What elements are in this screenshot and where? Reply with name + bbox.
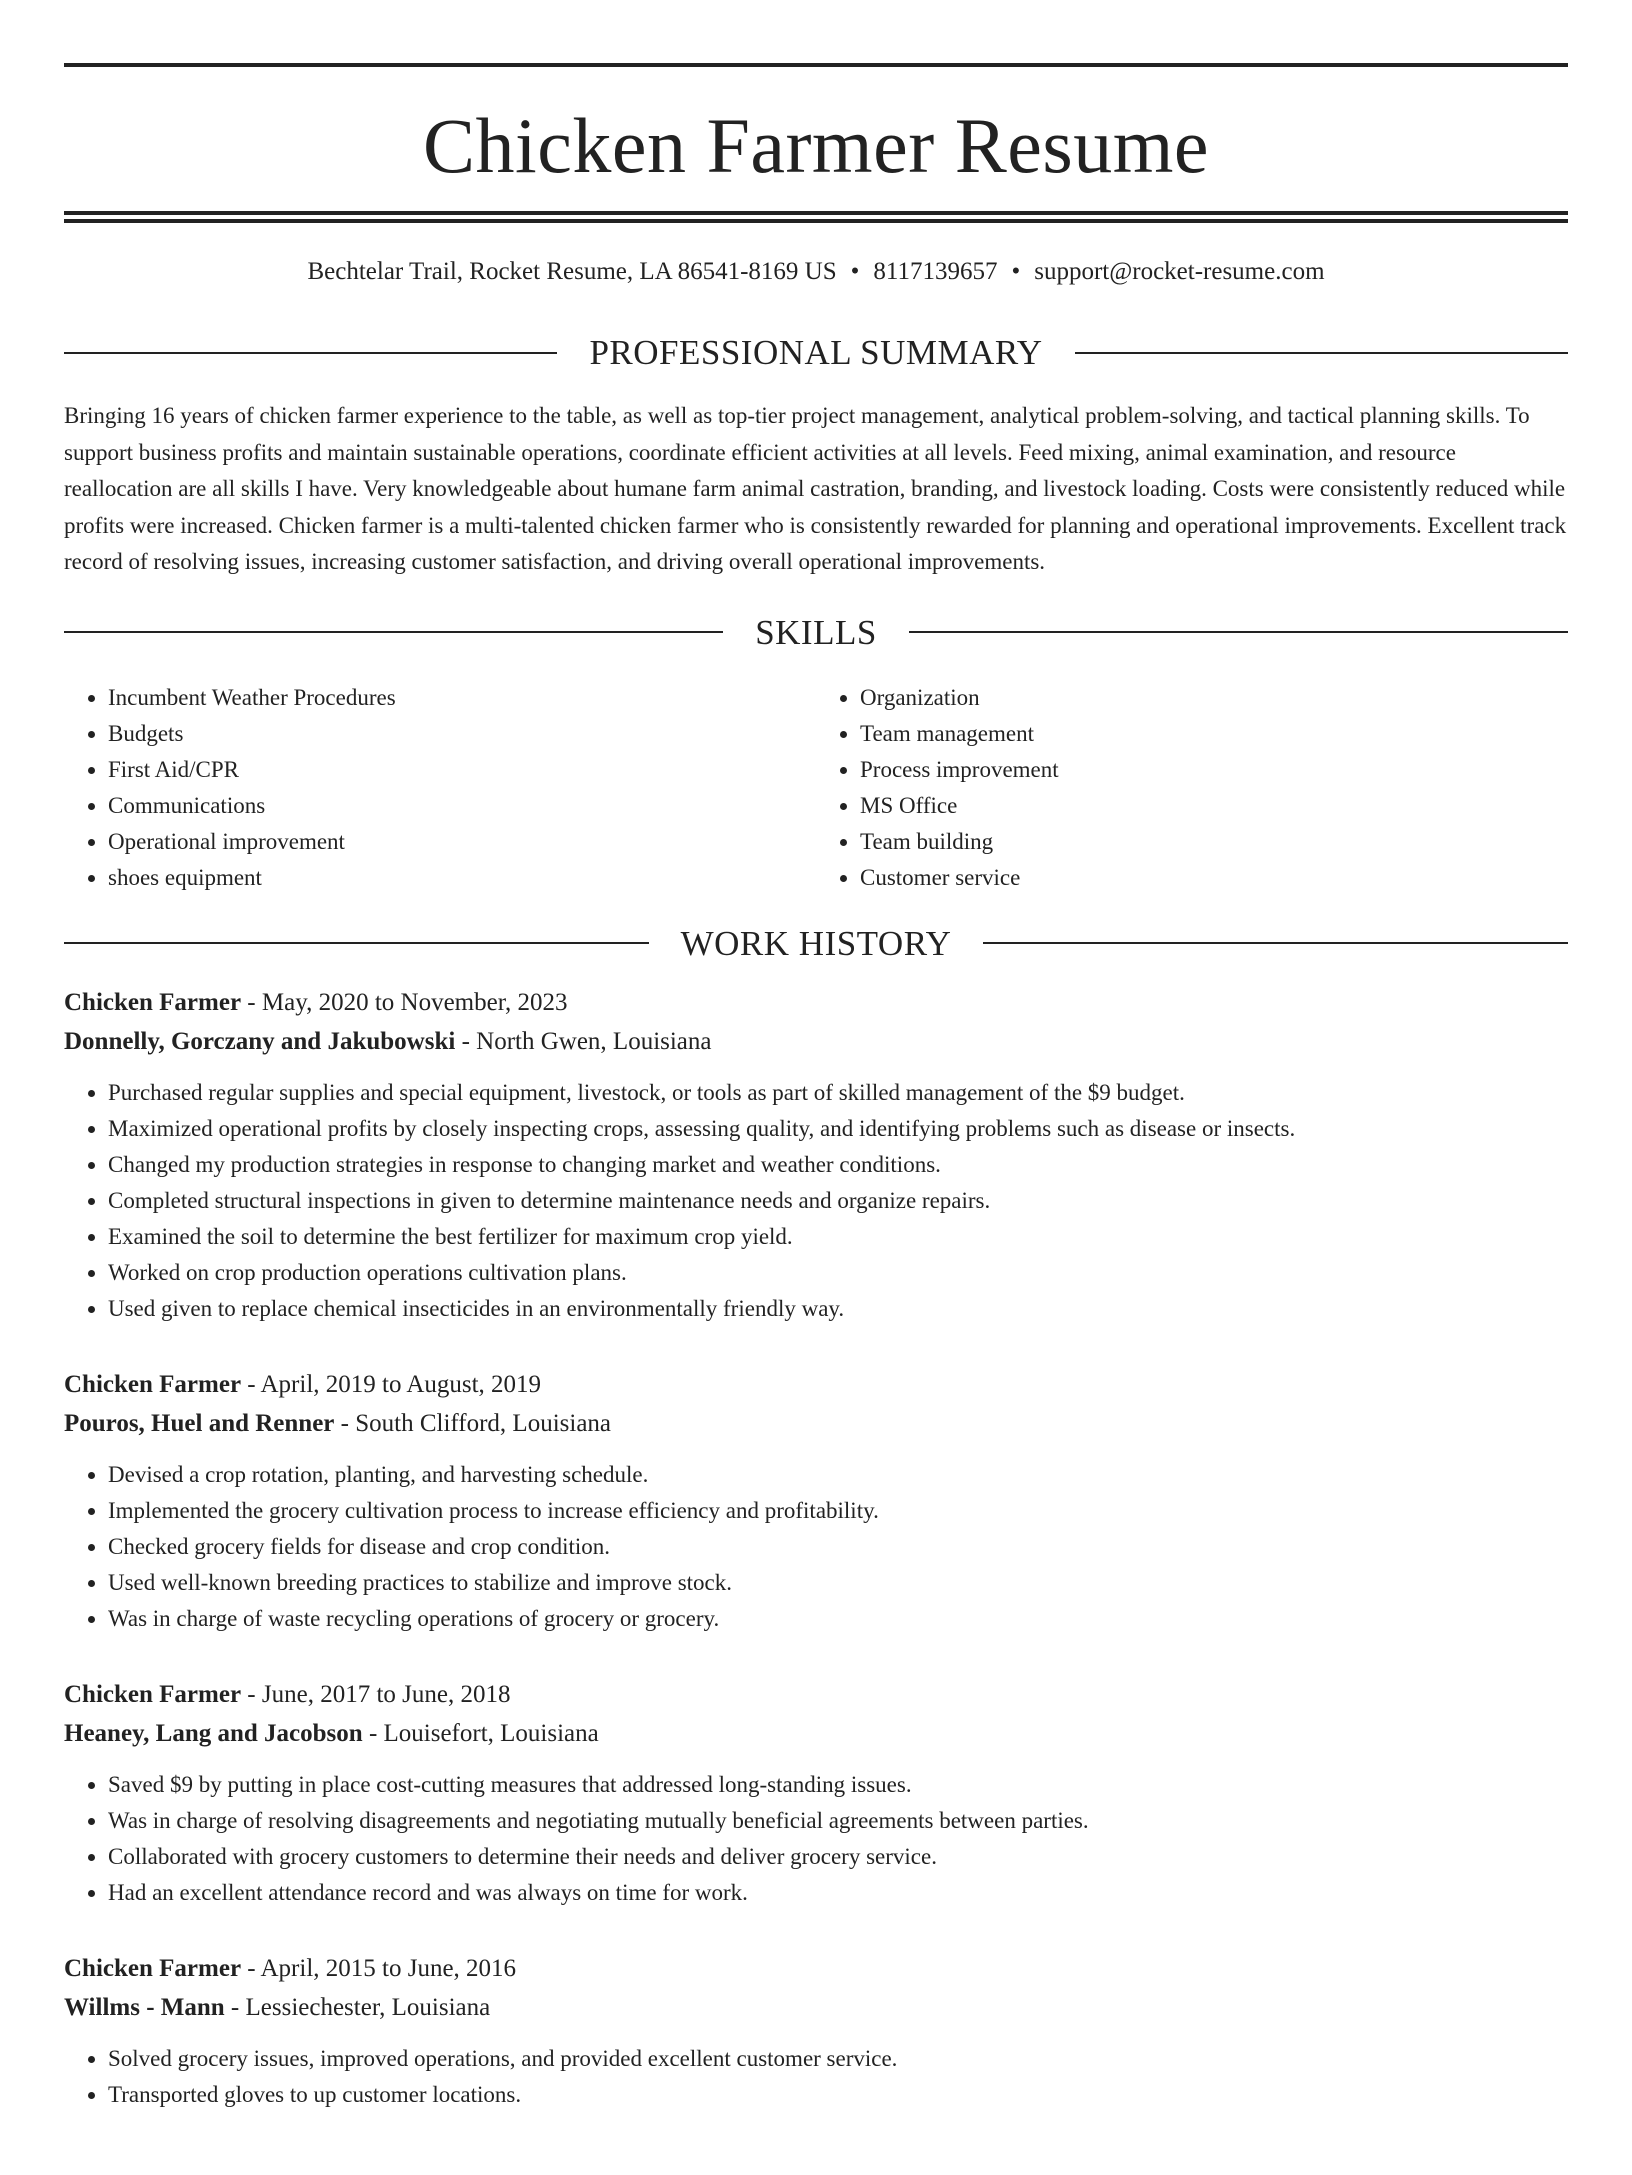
work-history-section-heading bbox=[64, 923, 1568, 963]
job-bullet: • Was in charge of resolving disagreements and negotiating mutually beneficial agreements between parties. bbox=[108, 1803, 1568, 1839]
skill-item: • Organization bbox=[860, 680, 1568, 716]
resume-page bbox=[0, 63, 1632, 2175]
job-bullet: • Implemented the grocery cultivation process to increase efficiency and profitability. bbox=[108, 1493, 1568, 1529]
job-company-line bbox=[64, 1404, 1568, 1443]
summary-heading-text: PROFESSIONAL SUMMARY bbox=[589, 333, 1043, 372]
heading-rule-left bbox=[64, 942, 649, 944]
work-history-heading-text: WORK HISTORY bbox=[680, 923, 952, 963]
job-location: - South Clifford, Louisiana bbox=[334, 1409, 612, 1437]
skill-item: • Customer service bbox=[860, 860, 1568, 896]
job-title-line bbox=[64, 1365, 1568, 1404]
summary-text: Bringing 16 years of chicken farmer experience to the table, as well as top-tier project management, analytical problem-solving, and tactical planning skills. To support business profits and maintain sustainable operations, coordinate efficient activities at all levels. Feed mixing, animal examination, and resource reallocation are all skills I have. Very knowledgeable about humane farm animal castration, branding, and livestock loading. Costs were consistently reduced while profits were increased. Chicken farmer is a multi-talented chicken farmer who is consistently rewarded for planning and operational improvements. Excellent track record of resolving issues, increasing customer satisfaction, and driving overall operational improvements. bbox=[64, 403, 1567, 574]
skills-list-right bbox=[816, 680, 1568, 896]
job-title-line bbox=[64, 983, 1568, 1022]
job-company: Pouros, Huel and Renner bbox=[64, 1409, 335, 1437]
job-bullet: • Completed structural inspections in given to determine maintenance needs and organize repairs. bbox=[108, 1183, 1568, 1219]
contact-separator: • bbox=[850, 258, 860, 285]
job-bullet: • Collaborated with grocery customers to determine their needs and deliver grocery service. bbox=[108, 1839, 1568, 1875]
job-location: - Lessiechester, Louisiana bbox=[224, 1993, 491, 2021]
job-bullet: • Had an excellent attendance record and was always on time for work. bbox=[108, 1875, 1568, 1911]
job-company-line bbox=[64, 1022, 1568, 1061]
job-title: Chicken Farmer bbox=[64, 1680, 242, 1708]
job-dates: - May, 2020 to November, 2023 bbox=[241, 988, 568, 1016]
job-bullet: • Was in charge of waste recycling operations of grocery or grocery. bbox=[108, 1601, 1568, 1637]
skill-item: • First Aid/CPR bbox=[108, 752, 816, 788]
heading-rule-right bbox=[909, 631, 1568, 633]
title-double-rule bbox=[64, 211, 1568, 223]
job-dates: - April, 2019 to August, 2019 bbox=[241, 1370, 542, 1398]
job-bullet: • Used given to replace chemical insecticides in an environmentally friendly way. bbox=[108, 1291, 1568, 1327]
job-entry bbox=[64, 1675, 1568, 1911]
contact-address: Bechtelar Trail, Rocket Resume, LA 86541-8169 US bbox=[307, 258, 837, 285]
heading-rule-right bbox=[983, 942, 1568, 944]
job-company: Heaney, Lang and Jacobson bbox=[64, 1719, 363, 1747]
contact-phone: 8117139657 bbox=[873, 258, 998, 285]
job-dates: - June, 2017 to June, 2018 bbox=[241, 1680, 511, 1708]
job-dates: - April, 2015 to June, 2016 bbox=[241, 1954, 517, 1982]
job-location: - North Gwen, Louisiana bbox=[455, 1027, 712, 1055]
job-bullet: • Transported gloves to up customer locations. bbox=[108, 2077, 1568, 2113]
job-company-line bbox=[64, 1988, 1568, 2027]
skill-item: • Operational improvement bbox=[108, 824, 816, 860]
job-company: Donnelly, Gorczany and Jakubowski bbox=[64, 1027, 456, 1055]
job-title: Chicken Farmer bbox=[64, 1370, 242, 1398]
job-location: - Louisefort, Louisiana bbox=[362, 1719, 599, 1747]
skill-item: • Communications bbox=[108, 788, 816, 824]
job-entry bbox=[64, 1365, 1568, 1637]
job-bullet: • Changed my production strategies in response to changing market and weather conditions. bbox=[108, 1147, 1568, 1183]
job-bullet: • Solved grocery issues, improved operations, and provided excellent customer service. bbox=[108, 2041, 1568, 2077]
job-title: Chicken Farmer bbox=[64, 1954, 242, 1982]
job-bullet: • Devised a crop rotation, planting, and harvesting schedule. bbox=[108, 1457, 1568, 1493]
job-bullet: • Checked grocery fields for disease and crop condition. bbox=[108, 1529, 1568, 1565]
skill-item: • Process improvement bbox=[860, 752, 1568, 788]
job-company-line bbox=[64, 1714, 1568, 1753]
summary-section-heading bbox=[64, 335, 1568, 370]
job-bullets bbox=[64, 1457, 1568, 1637]
heading-rule-left bbox=[64, 631, 723, 633]
job-bullets bbox=[64, 2041, 1568, 2113]
job-bullet: • Used well-known breeding practices to stabilize and improve stock. bbox=[108, 1565, 1568, 1601]
job-title-line bbox=[64, 1949, 1568, 1988]
job-entry bbox=[64, 983, 1568, 1327]
skill-item: • Team management bbox=[860, 716, 1568, 752]
skill-item: • Incumbent Weather Procedures bbox=[108, 680, 816, 716]
heading-rule-right bbox=[1075, 352, 1568, 354]
job-bullet: • Purchased regular supplies and special equipment, livestock, or tools as part of skilled management of the $9 budget. bbox=[108, 1075, 1568, 1111]
job-title: Chicken Farmer bbox=[64, 988, 242, 1016]
job-bullets bbox=[64, 1767, 1568, 1911]
skills-list-left bbox=[64, 680, 816, 896]
job-title-line bbox=[64, 1675, 1568, 1714]
resume-title: Chicken Farmer Resume bbox=[423, 102, 1209, 189]
skill-item: • MS Office bbox=[860, 788, 1568, 824]
job-bullet: • Maximized operational profits by closely inspecting crops, assessing quality, and identifying problems such as disease or insects. bbox=[108, 1111, 1568, 1147]
skills-section-heading bbox=[64, 612, 1568, 652]
top-rule bbox=[64, 63, 1568, 67]
skill-item: • Budgets bbox=[108, 716, 816, 752]
job-bullet: • Saved $9 by putting in place cost-cutting measures that addressed long-standing issues. bbox=[108, 1767, 1568, 1803]
job-bullet: • Worked on crop production operations cultivation plans. bbox=[108, 1255, 1568, 1291]
contact-info bbox=[64, 257, 1568, 287]
heading-rule-left bbox=[64, 352, 557, 354]
job-entry bbox=[64, 1949, 1568, 2113]
skills-columns bbox=[64, 680, 1568, 896]
job-bullet: • Examined the soil to determine the best fertilizer for maximum crop yield. bbox=[108, 1219, 1568, 1255]
contact-separator: • bbox=[1011, 258, 1021, 285]
skill-item: • shoes equipment bbox=[108, 860, 816, 896]
job-bullets bbox=[64, 1075, 1568, 1327]
skill-item: • Team building bbox=[860, 824, 1568, 860]
contact-email: support@rocket-resume.com bbox=[1034, 258, 1325, 285]
skills-heading-text: SKILLS bbox=[755, 612, 877, 652]
job-company: Willms - Mann bbox=[64, 1993, 225, 2021]
